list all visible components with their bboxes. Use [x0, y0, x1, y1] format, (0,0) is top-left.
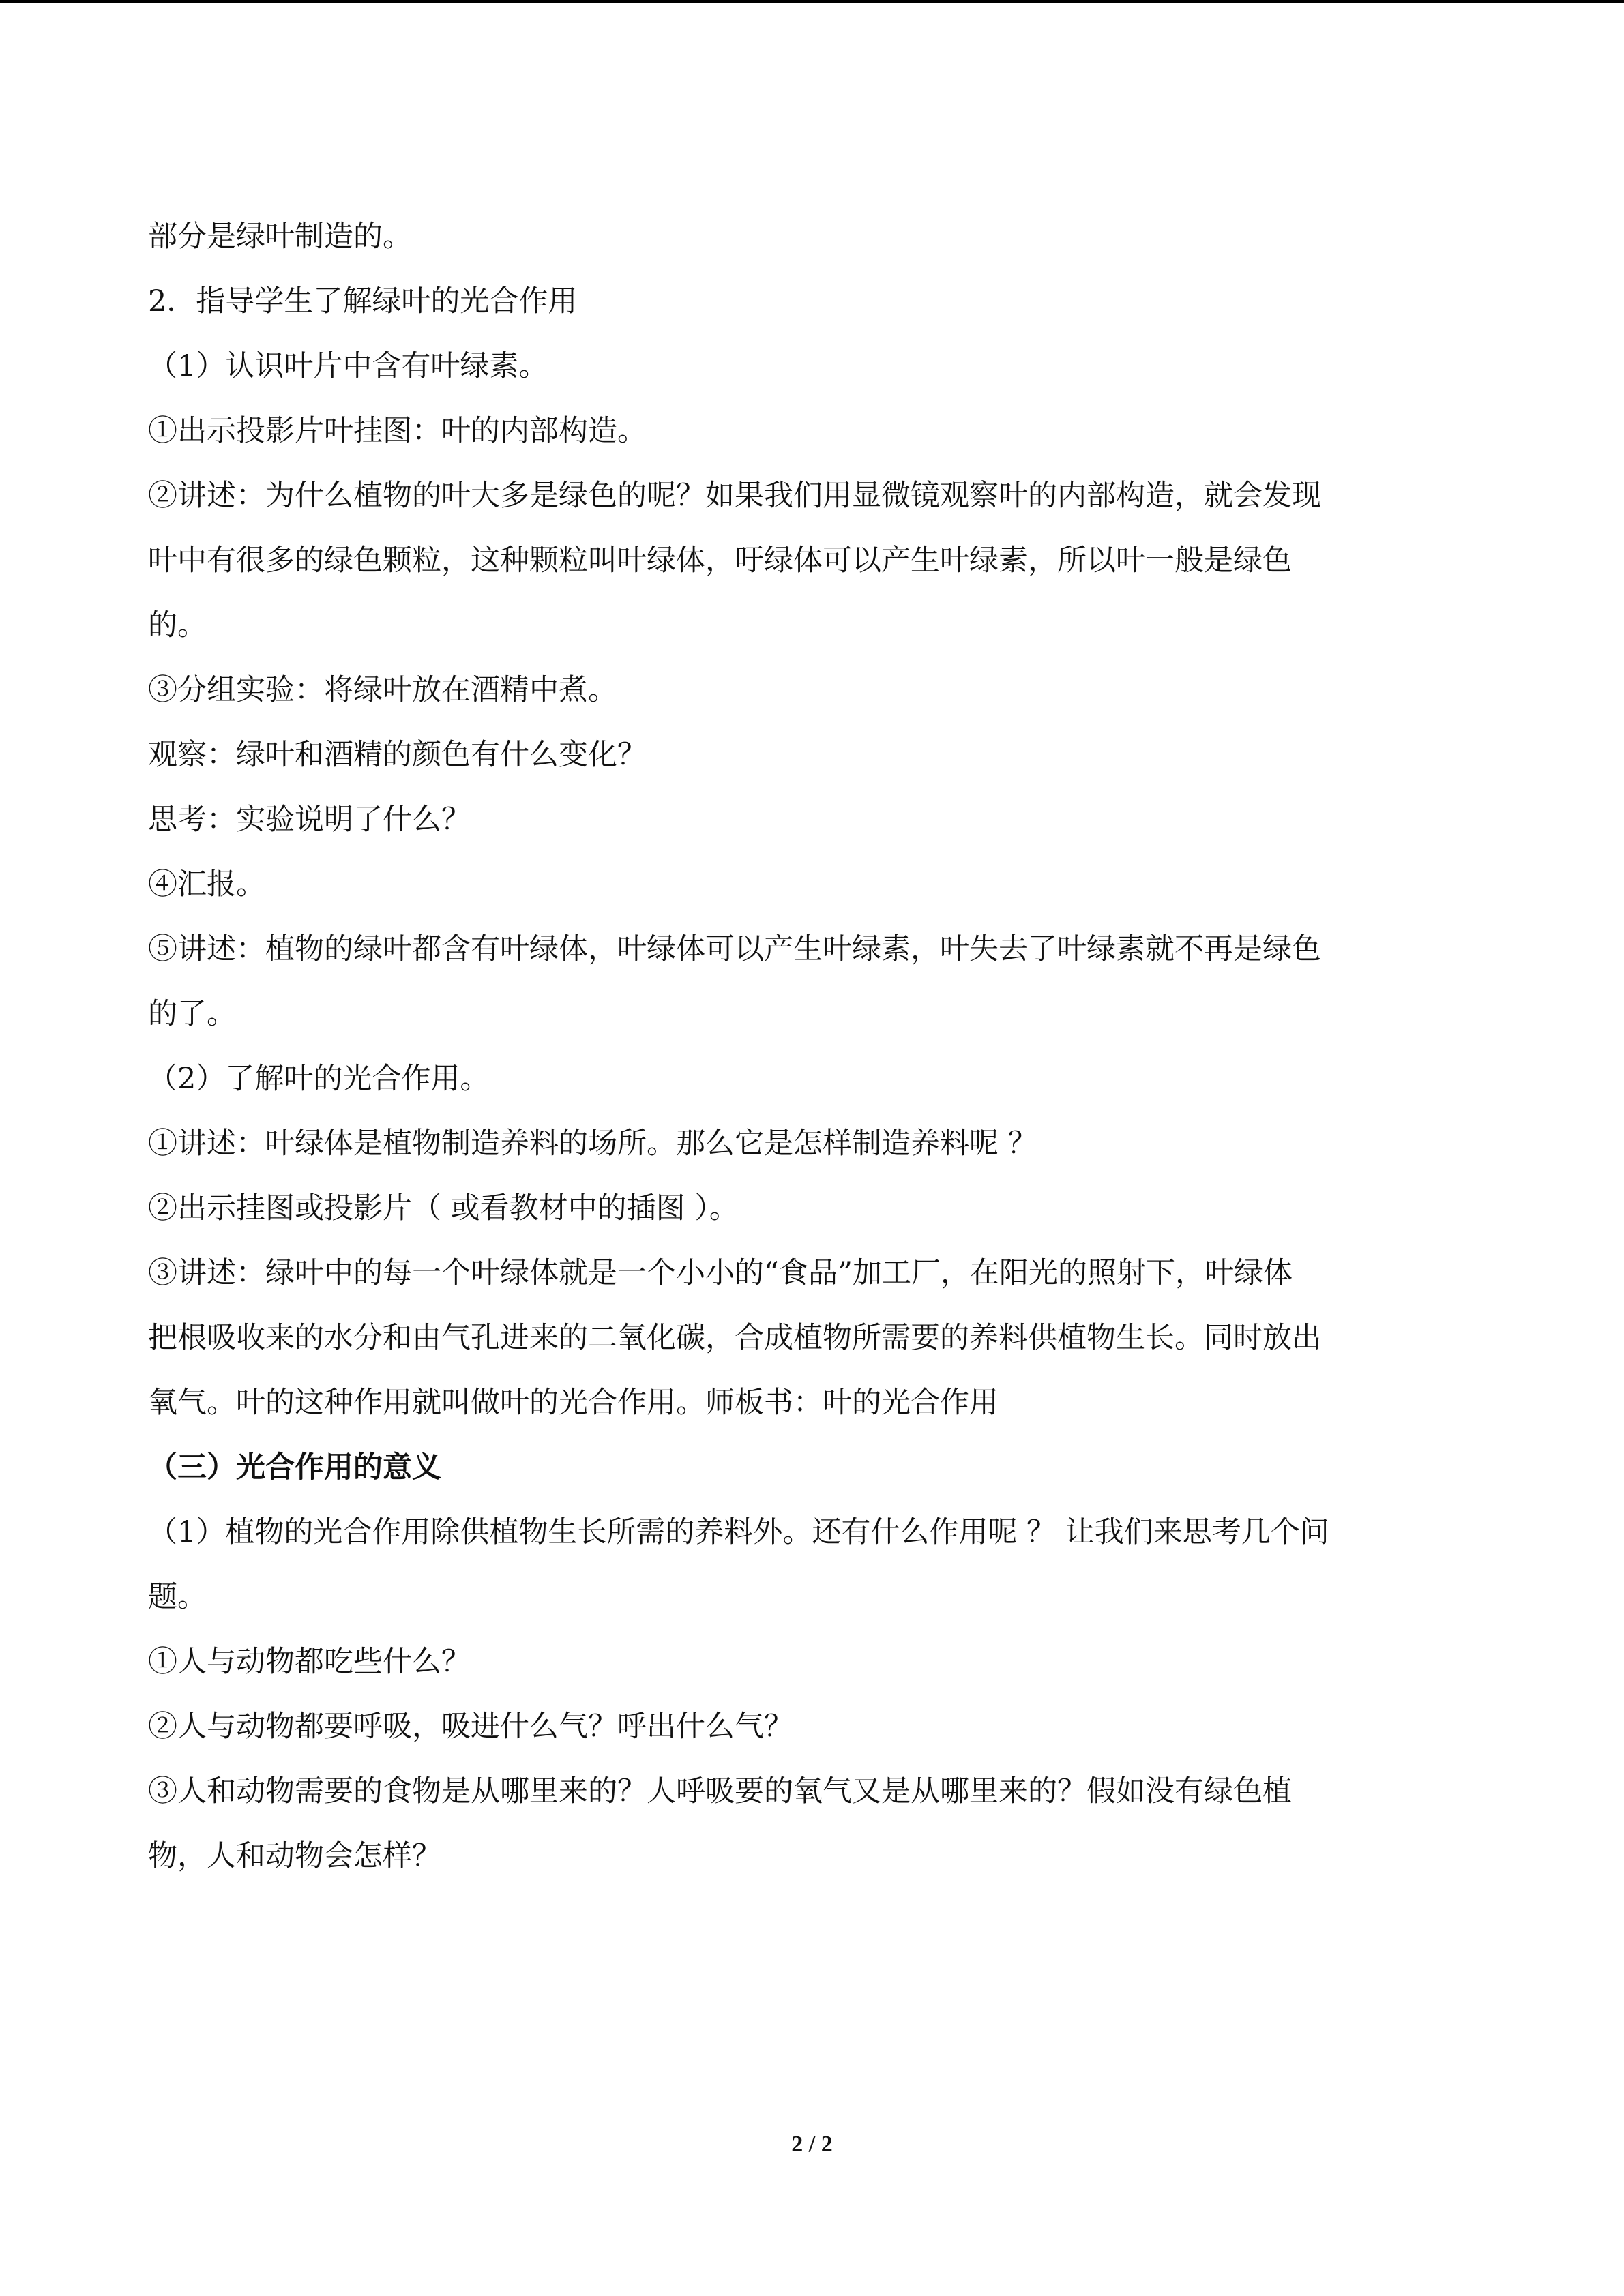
text-line: ③讲述：绿叶中的每一个叶绿体就是一个小小的“食品”加工厂，在阳光的照射下，叶绿体 [148, 1256, 1293, 1290]
text-line: ①讲述：叶绿体是植物制造养料的场所。那么它是怎样制造养料呢 ？ [148, 1127, 1037, 1161]
text-line: ④汇报。 [148, 867, 265, 901]
text-line: ③分组实验：将绿叶放在酒精中煮。 [148, 673, 617, 707]
text-line: 叶中有很多的绿色颗粒，这种颗粒叫叶绿体，吁绿体可以产生叶绿素，所以叶一般是绿色 [148, 543, 1292, 578]
text-line: （2）了解叶的光合作用。 [148, 1062, 490, 1096]
text-line: ⑤讲述：植物的绿叶都含有叶绿体，叶绿体可以产生叶绿素，叶失去了叶绿素就不再是绿色 [148, 932, 1321, 966]
text-line: 把根吸收来的水分和由气孔进来的二氧化碳，合成植物所需要的养料供植物生长。同时放出 [148, 1321, 1321, 1355]
page-number: 2 / 2 [791, 2132, 833, 2157]
section-heading: （三）光合作用的意义 [148, 1450, 441, 1485]
text-line: 的。 [148, 608, 207, 642]
text-line: ②出示挂图或投影片（ 或看教材中的插图 ）。 [148, 1191, 739, 1225]
text-line: 的了。 [148, 997, 236, 1031]
top-border-line [0, 0, 1624, 3]
text-line: 物，人和动物会怎样？ [148, 1839, 441, 1873]
text-line: 题。 [148, 1580, 207, 1614]
text-line: （1）认识叶片中含有叶绿素。 [148, 349, 548, 383]
text-line: ①出示投影片叶挂图：叶的内部构造。 [148, 414, 647, 448]
text-line: （1）植物的光合作用除供植物生长所需的养料外。还有什么作用呢 ？ 让我们来思考几个问 [148, 1515, 1329, 1549]
text-line: 氧气。叶的这种作用就叫做叶的光合作用。师板书：叶的光合作用 [148, 1386, 999, 1420]
text-line: ②讲述：为什么植物的叶大多是绿色的呢？如果我们用显微镜观察叶的内部构造，就会发现 [148, 479, 1321, 513]
text-line: ②人与动物都要呼吸，吸进什么气？呼出什么气？ [148, 1710, 793, 1744]
text-line: 2．指导学生了解绿叶的光合作用 [148, 284, 578, 318]
text-line: 部分是绿叶制造的。 [148, 220, 412, 254]
text-line: ③人和动物需要的食物是从哪里来的？人呼吸要的氧气又是从哪里来的？假如没有绿色植 [148, 1774, 1292, 1808]
text-line: 思考：实验说明了什么？ [148, 803, 471, 837]
document-body [148, 205, 1485, 1889]
text-line: 观察：绿叶和酒精的颜色有什么变化？ [148, 738, 647, 772]
text-line: ①人与动物都吃些什么？ [148, 1645, 471, 1679]
